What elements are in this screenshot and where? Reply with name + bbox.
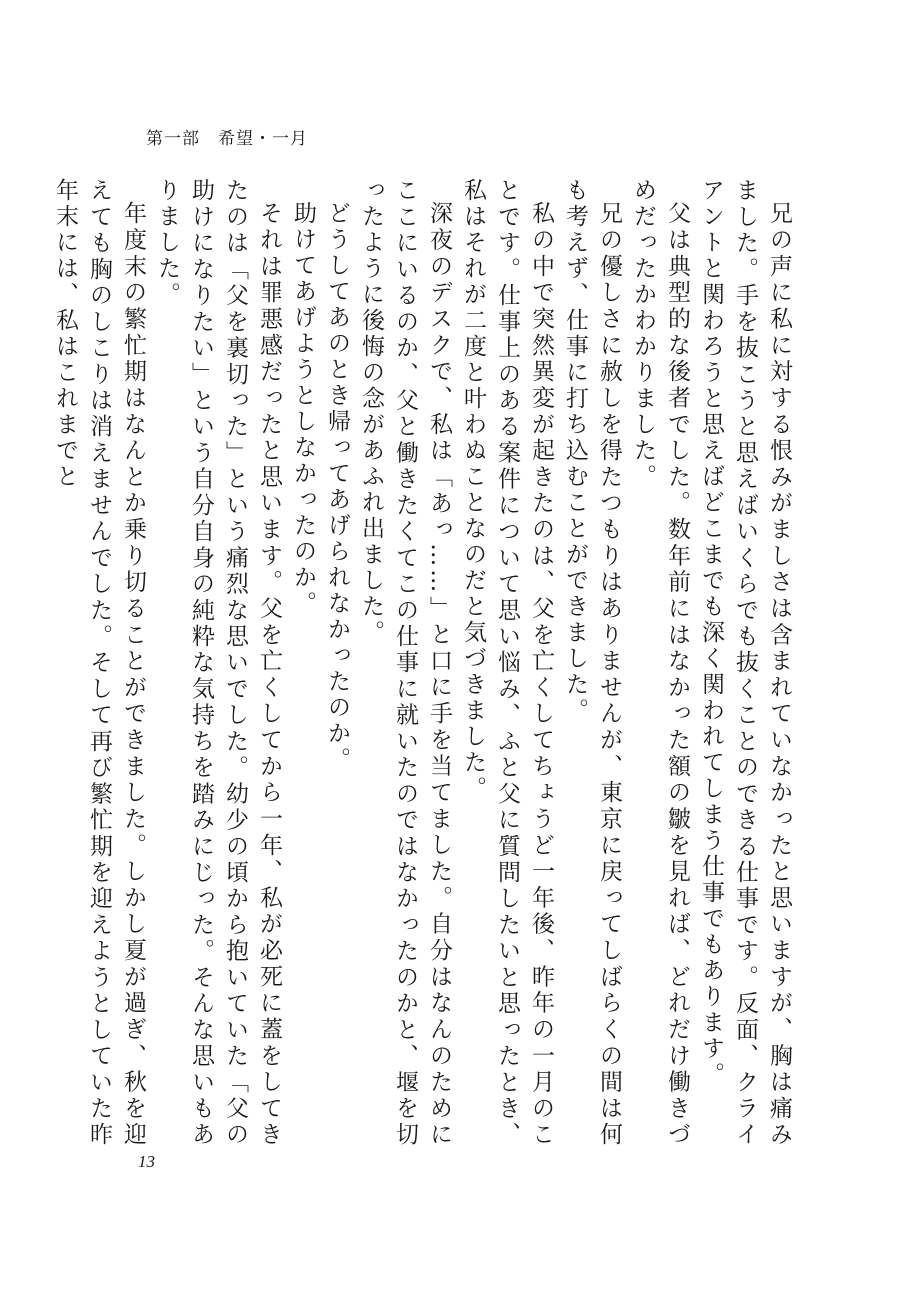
paragraph: 年度末の繁忙期はなんとか乗り切ることができました。しかし夏が過ぎ、秋を迎えても胸のしこりは消えませんでした。そして再び繁忙期を迎えようとしていた昨年末には、私はこれまでと [52, 178, 146, 1149]
paragraph: 助けてあげようとしなかったのか。 [290, 201, 316, 617]
paragraph: 私の中で突然異変が起きたのは、父を亡くしてちょうど一年後、昨年の一月のことです。仕事上のある案件について思い悩み、ふと父に質問したいと思ったとき、私はそれが二度と叶わぬことなのだと気づきました。 [460, 178, 554, 1149]
paragraph: 父は典型的な後者でした。数年前にはなかった額の皺を見れば、どれだけ働きづめだったかわかりました。 [630, 178, 690, 1148]
paragraph: どうしてあのとき帰ってあげられなかったのか。 [324, 201, 350, 773]
paragraph: それは罪悪感だったと思います。父を亡くしてから一年、私が必死に蓋をしてきたのは「父を裏切った」という痛烈な思いでした。幼少の頃から抱いていた「父の助けになりたい」という自分自身の純粋な気持ちを踏みにじった。そんな思いもありました。 [154, 178, 282, 1149]
paragraph: 兄の優しさに赦しを得たつもりはありませんが、東京に戻ってしばらくの間は何も考えず、仕事に打ち込むことができました。 [562, 178, 622, 1148]
body-text [52, 178, 796, 1149]
paragraph: 深夜のデスクで、私は「あっ……」と口に手を当てました。自分はなんのためにここにいるのか、父と働きたくてこの仕事に就いたのではなかったのかと、堰を切ったように後悔の念があふれ出ました。 [358, 178, 452, 1149]
running-head: 第一部 希望・一月 [146, 129, 308, 149]
paragraph: 兄の声に私に対する恨みがましさは含まれていなかったと思いますが、胸は痛みました。手を抜こうと思えばいくらでも抜くことのできる仕事です。反面、クライアントと関わろうと思えばどこまでも深く関われてしまう仕事でもあります。 [698, 178, 792, 1148]
page-number: 13 [138, 1152, 155, 1171]
